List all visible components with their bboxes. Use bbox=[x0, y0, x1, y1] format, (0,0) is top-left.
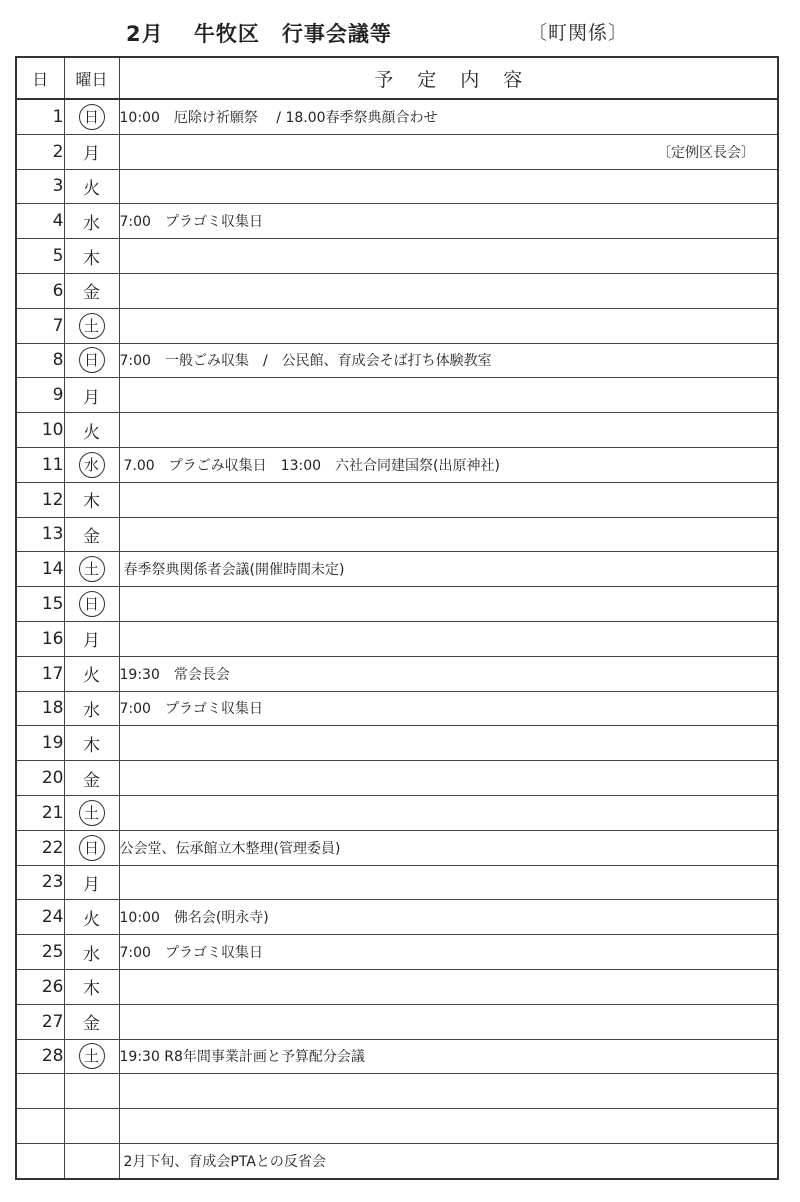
schedule-content bbox=[119, 239, 778, 274]
weekday-cell bbox=[64, 691, 119, 726]
table-row bbox=[16, 308, 778, 343]
weekday-label: 木 bbox=[83, 735, 100, 756]
table-row bbox=[16, 587, 778, 622]
table-row bbox=[16, 969, 778, 1004]
day-number: 19 bbox=[16, 726, 64, 761]
day-number: 13 bbox=[16, 517, 64, 552]
table-row bbox=[16, 1074, 778, 1109]
schedule-content bbox=[119, 99, 778, 134]
schedule-content bbox=[119, 621, 778, 656]
table-row bbox=[16, 517, 778, 552]
schedule-content bbox=[119, 587, 778, 622]
weekday-cell bbox=[64, 517, 119, 552]
weekday-cell bbox=[64, 1143, 119, 1178]
schedule-content bbox=[119, 447, 778, 482]
table-row bbox=[16, 378, 778, 413]
day-number: 9 bbox=[16, 378, 64, 413]
weekday-label: 火 bbox=[83, 909, 100, 930]
day-number: 1 bbox=[16, 99, 64, 134]
weekday-cell bbox=[64, 378, 119, 413]
weekday-label: 月 bbox=[83, 874, 100, 895]
weekday-cell bbox=[64, 1039, 119, 1074]
weekday-cell bbox=[64, 204, 119, 239]
schedule-content bbox=[119, 1004, 778, 1039]
schedule-note: 〔定例区長会〕 bbox=[657, 144, 755, 161]
table-row bbox=[16, 169, 778, 204]
table-row bbox=[16, 795, 778, 830]
weekday-label: 水 bbox=[83, 213, 100, 234]
day-number: 18 bbox=[16, 691, 64, 726]
weekday-circled-label: 土 bbox=[79, 313, 105, 339]
weekday-circled-label: 水 bbox=[79, 452, 105, 478]
schedule-content bbox=[119, 1109, 778, 1144]
day-number: 16 bbox=[16, 621, 64, 656]
schedule-content bbox=[119, 656, 778, 691]
schedule-text: 2月下旬、育成会PTAとの反省会 bbox=[123, 1153, 326, 1170]
schedule-text: 7:00 プラゴミ収集日 bbox=[119, 214, 263, 231]
table-row bbox=[16, 273, 778, 308]
day-number: 27 bbox=[16, 1004, 64, 1039]
schedule-content bbox=[119, 691, 778, 726]
schedule-content bbox=[119, 935, 778, 970]
schedule-text: 7:00 プラゴミ収集日 bbox=[119, 945, 263, 962]
schedule-content bbox=[119, 343, 778, 378]
day-number: 14 bbox=[16, 552, 64, 587]
weekday-circled-label: 日 bbox=[79, 347, 105, 373]
schedule-content bbox=[119, 517, 778, 552]
schedule-content bbox=[119, 204, 778, 239]
schedule-table bbox=[15, 56, 779, 1180]
schedule-text: 19:30 常会長会 bbox=[119, 666, 230, 683]
weekday-cell bbox=[64, 273, 119, 308]
weekday-cell bbox=[64, 621, 119, 656]
weekday-cell bbox=[64, 1004, 119, 1039]
day-number: 6 bbox=[16, 273, 64, 308]
table-row bbox=[16, 830, 778, 865]
weekday-label: 金 bbox=[83, 526, 100, 547]
day-number: 2 bbox=[16, 134, 64, 169]
schedule-content bbox=[119, 900, 778, 935]
table-row bbox=[16, 1039, 778, 1074]
column-header-content: 予定内容 bbox=[119, 57, 778, 99]
day-number: 23 bbox=[16, 865, 64, 900]
weekday-cell bbox=[64, 447, 119, 482]
day-number: 24 bbox=[16, 900, 64, 935]
weekday-cell bbox=[64, 587, 119, 622]
weekday-cell bbox=[64, 900, 119, 935]
table-row bbox=[16, 1109, 778, 1144]
day-number: 28 bbox=[16, 1039, 64, 1074]
weekday-label: 木 bbox=[83, 492, 100, 513]
weekday-cell bbox=[64, 343, 119, 378]
schedule-text: 7:00 プラゴミ収集日 bbox=[119, 701, 263, 718]
weekday-circled-label: 土 bbox=[79, 800, 105, 826]
day-number: 17 bbox=[16, 656, 64, 691]
weekday-cell bbox=[64, 656, 119, 691]
column-header-day: 日 bbox=[16, 57, 64, 99]
day-number: 20 bbox=[16, 761, 64, 796]
schedule-content bbox=[119, 134, 778, 169]
schedule-text: 10:00 佛名会(明永寺) bbox=[119, 910, 269, 927]
table-row bbox=[16, 726, 778, 761]
schedule-content bbox=[119, 552, 778, 587]
day-number: 21 bbox=[16, 795, 64, 830]
day-number: 5 bbox=[16, 239, 64, 274]
weekday-circled-label: 土 bbox=[79, 556, 105, 582]
page-title: 2月 牛牧区 行事会議等 bbox=[126, 22, 392, 46]
day-number: 4 bbox=[16, 204, 64, 239]
day-number bbox=[16, 1143, 64, 1178]
schedule-content bbox=[119, 726, 778, 761]
day-number bbox=[16, 1074, 64, 1109]
weekday-cell bbox=[64, 482, 119, 517]
schedule-content bbox=[119, 273, 778, 308]
table-row bbox=[16, 1143, 778, 1178]
schedule-content bbox=[119, 413, 778, 448]
day-number: 10 bbox=[16, 413, 64, 448]
schedule-content bbox=[119, 482, 778, 517]
table-row bbox=[16, 134, 778, 169]
table-row bbox=[16, 1004, 778, 1039]
weekday-cell bbox=[64, 1074, 119, 1109]
weekday-cell bbox=[64, 795, 119, 830]
table-row bbox=[16, 447, 778, 482]
page-header bbox=[0, 18, 800, 52]
table-row bbox=[16, 204, 778, 239]
weekday-cell bbox=[64, 969, 119, 1004]
weekday-label: 水 bbox=[83, 700, 100, 721]
day-number: 12 bbox=[16, 482, 64, 517]
table-row bbox=[16, 482, 778, 517]
weekday-cell bbox=[64, 865, 119, 900]
schedule-content bbox=[119, 1143, 778, 1178]
table-row bbox=[16, 691, 778, 726]
day-number: 7 bbox=[16, 308, 64, 343]
schedule-content bbox=[119, 761, 778, 796]
schedule-content bbox=[119, 795, 778, 830]
schedule-content bbox=[119, 865, 778, 900]
schedule-text: 7:00 一般ごみ収集 / 公民館、育成会そば打ち体験教室 bbox=[119, 353, 492, 370]
schedule-content bbox=[119, 378, 778, 413]
schedule-text: 10:00 厄除け祈願祭 / 18.00春季祭典顔合わせ bbox=[119, 109, 438, 126]
schedule-content bbox=[119, 1074, 778, 1109]
weekday-cell bbox=[64, 99, 119, 134]
day-number: 25 bbox=[16, 935, 64, 970]
weekday-cell bbox=[64, 134, 119, 169]
weekday-cell bbox=[64, 308, 119, 343]
weekday-label: 月 bbox=[83, 631, 100, 652]
schedule-text: 7.00 プラごみ収集日 13:00 六社合同建国祭(出原神社) bbox=[123, 457, 500, 474]
page-subtitle: 〔町関係〕 bbox=[528, 22, 629, 44]
table-row bbox=[16, 552, 778, 587]
table-row bbox=[16, 413, 778, 448]
table-row bbox=[16, 761, 778, 796]
weekday-cell bbox=[64, 761, 119, 796]
schedule-content bbox=[119, 308, 778, 343]
weekday-circled-label: 日 bbox=[79, 591, 105, 617]
schedule-content bbox=[119, 969, 778, 1004]
weekday-circled-label: 日 bbox=[79, 104, 105, 130]
weekday-label: 月 bbox=[83, 387, 100, 408]
weekday-label: 木 bbox=[83, 248, 100, 269]
weekday-cell bbox=[64, 413, 119, 448]
weekday-cell bbox=[64, 1109, 119, 1144]
schedule-text: 19:30 R8年間事業計画と予算配分会議 bbox=[119, 1049, 365, 1066]
weekday-cell bbox=[64, 169, 119, 204]
header-row bbox=[16, 57, 778, 99]
schedule-content bbox=[119, 830, 778, 865]
day-number: 8 bbox=[16, 343, 64, 378]
table-row bbox=[16, 865, 778, 900]
day-number: 15 bbox=[16, 587, 64, 622]
weekday-label: 金 bbox=[83, 283, 100, 304]
weekday-cell bbox=[64, 239, 119, 274]
weekday-label: 木 bbox=[83, 979, 100, 1000]
schedule-text: 公会堂、伝承館立木整理(管理委員) bbox=[119, 840, 341, 857]
weekday-cell bbox=[64, 935, 119, 970]
weekday-label: 火 bbox=[83, 666, 100, 687]
day-number: 11 bbox=[16, 447, 64, 482]
day-number: 22 bbox=[16, 830, 64, 865]
schedule-content bbox=[119, 169, 778, 204]
table-row bbox=[16, 656, 778, 691]
weekday-cell bbox=[64, 552, 119, 587]
weekday-label: 火 bbox=[83, 422, 100, 443]
column-header-weekday: 曜日 bbox=[64, 57, 119, 99]
table-row bbox=[16, 343, 778, 378]
schedule-text: 春季祭典関係者会議(開催時間未定) bbox=[123, 562, 345, 579]
day-number: 26 bbox=[16, 969, 64, 1004]
table-row bbox=[16, 621, 778, 656]
weekday-label: 月 bbox=[83, 144, 100, 165]
day-number: 3 bbox=[16, 169, 64, 204]
table-row bbox=[16, 935, 778, 970]
weekday-label: 金 bbox=[83, 1014, 100, 1035]
table-row bbox=[16, 239, 778, 274]
weekday-label: 水 bbox=[83, 944, 100, 965]
weekday-circled-label: 日 bbox=[79, 835, 105, 861]
weekday-circled-label: 土 bbox=[79, 1043, 105, 1069]
weekday-label: 金 bbox=[83, 770, 100, 791]
table-row bbox=[16, 900, 778, 935]
schedule-content bbox=[119, 1039, 778, 1074]
weekday-cell bbox=[64, 830, 119, 865]
weekday-cell bbox=[64, 726, 119, 761]
table-row bbox=[16, 99, 778, 134]
day-number bbox=[16, 1109, 64, 1144]
weekday-label: 火 bbox=[83, 178, 100, 199]
